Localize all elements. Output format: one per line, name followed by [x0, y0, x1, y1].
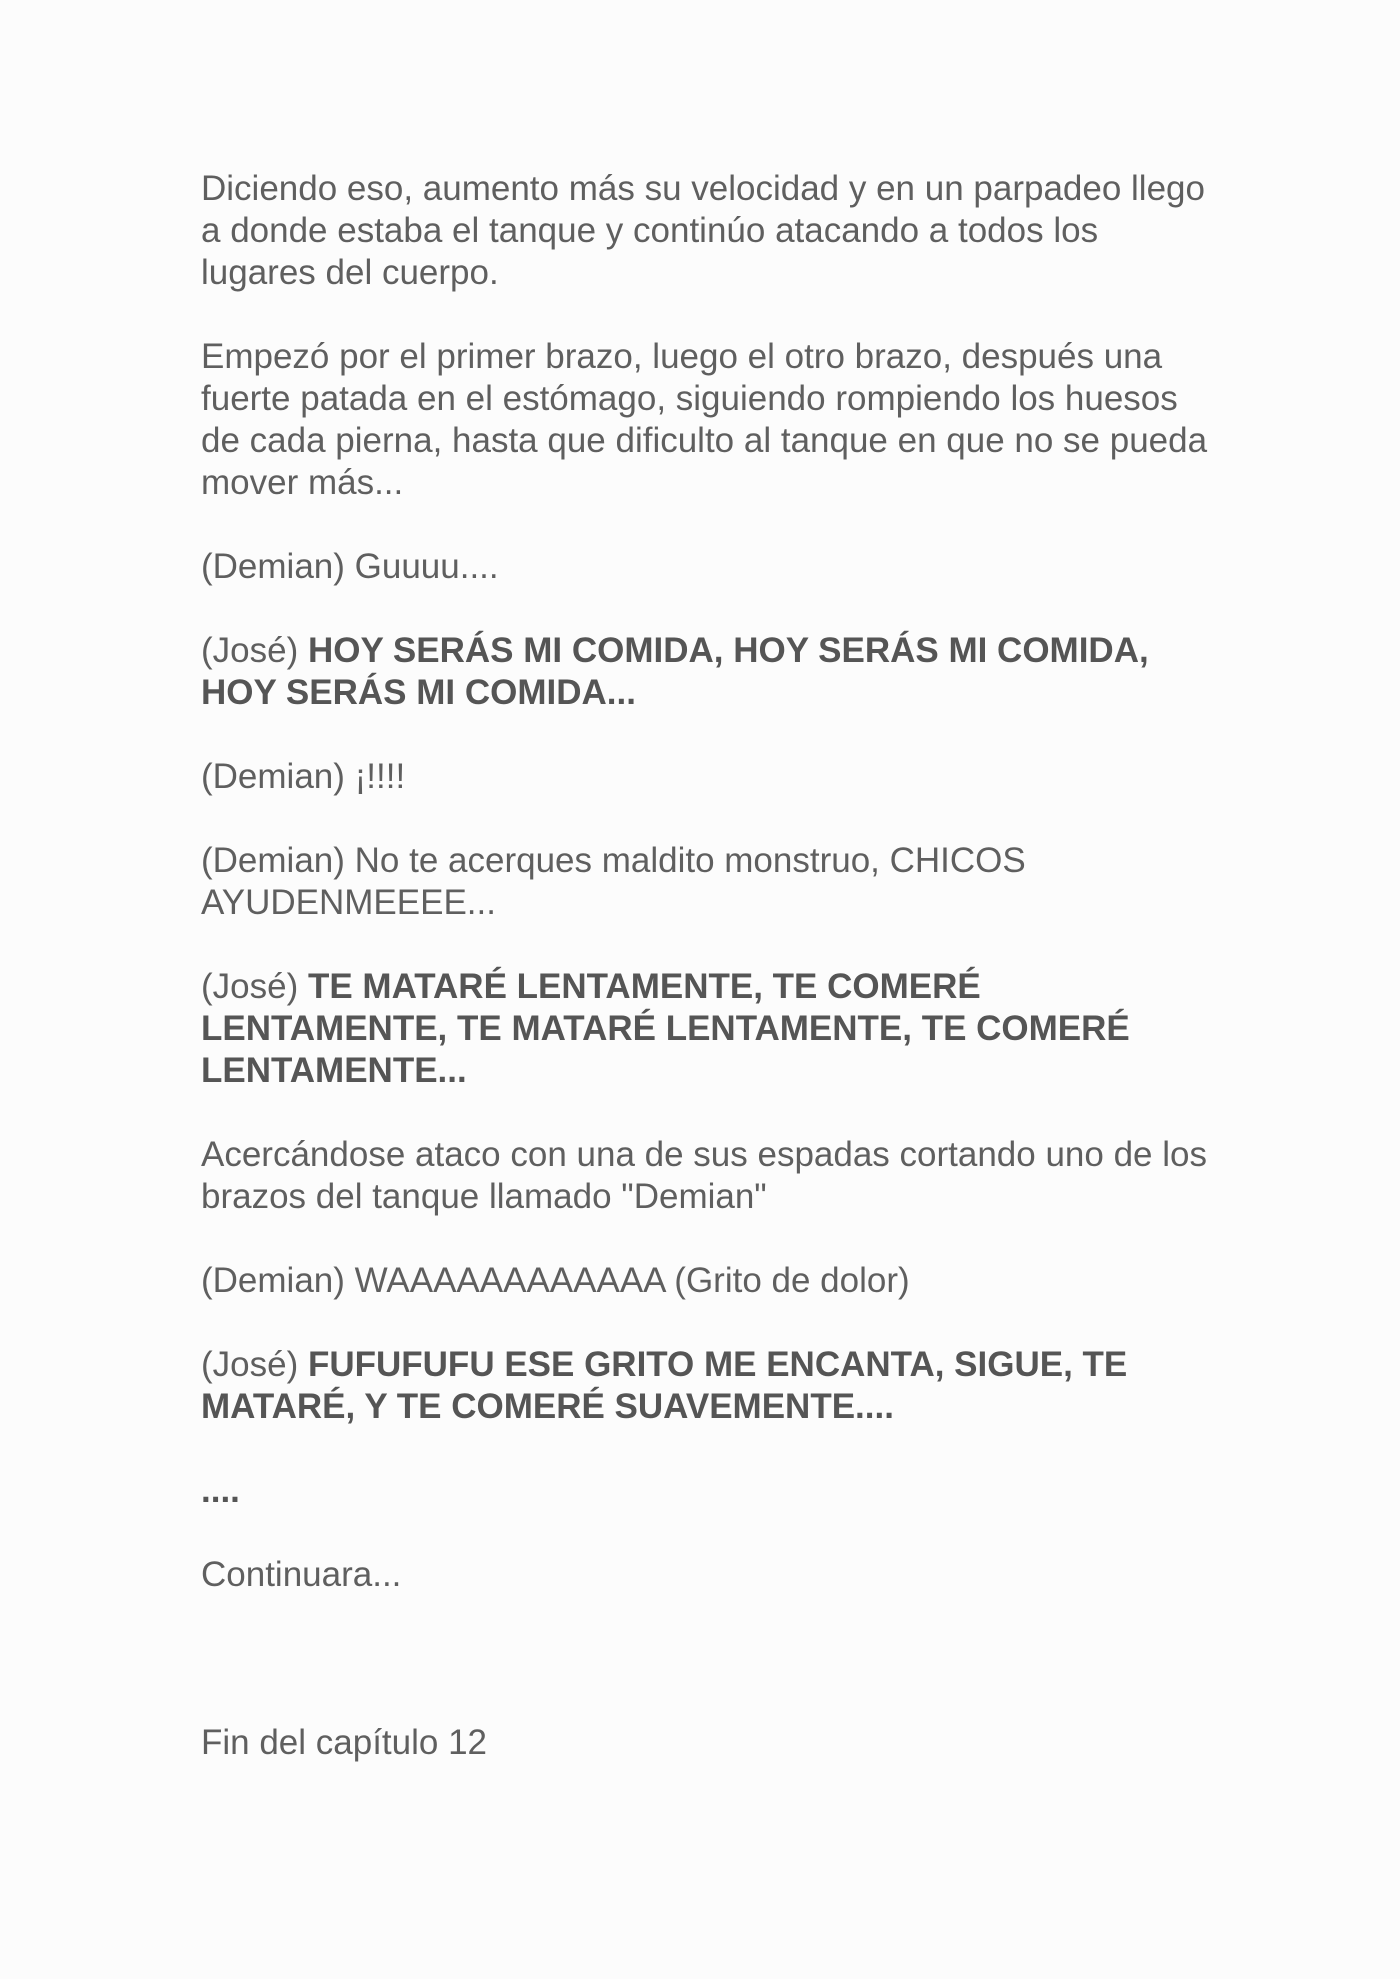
dialogue-shout-text: FUFUFUFU ESE GRITO ME ENCANTA, SIGUE, TE MATARÉ, Y TE COMERÉ SUAVEMENTE.... [201, 1345, 1128, 1426]
dialogue-shout-text: TE MATARÉ LENTAMENTE, TE COMERÉ LENTAMENTE, TE MATARÉ LENTAMENTE, TE COMERÉ LENTAMENTE... [201, 967, 1130, 1090]
dialogue-line [201, 1344, 1211, 1428]
speaker-label: (Demian) [201, 1261, 355, 1300]
continuation-note [201, 1554, 1211, 1596]
chapter-end: Fin del capítulo 12 [201, 1723, 488, 1762]
speaker-label: (Demian) [201, 757, 355, 796]
paragraph-text: Empezó por el primer brazo, luego el otro brazo, después una fuerte patada en el estómago, siguiendo rompiendo los huesos de cada pierna, hasta que dificulto al tanque en que no se pueda mover más... [201, 337, 1208, 502]
speaker-label: (Demian) [201, 841, 355, 880]
dialogue-line [201, 546, 1211, 588]
dialogue-line [201, 756, 1211, 798]
narration-paragraph [201, 1134, 1211, 1218]
ellipsis-separator [201, 1470, 1211, 1512]
document-body [201, 168, 1211, 1806]
ellipsis-text: .... [201, 1471, 240, 1510]
speaker-label: (José) [201, 1345, 308, 1384]
dialogue-text: WAAAAAAAAAAAA (Grito de dolor) [354, 1261, 910, 1300]
paragraph-text: Acercándose ataco con una de sus espadas cortando uno de los brazos del tanque llamado "Demian" [201, 1135, 1207, 1216]
speaker-label: (José) [201, 967, 308, 1006]
dialogue-line [201, 840, 1211, 924]
narration-paragraph [201, 168, 1211, 294]
dialogue-text: ¡!!!! [354, 757, 406, 796]
dialogue-line [201, 1260, 1211, 1302]
continuation-text: Continuara... [201, 1555, 402, 1594]
speaker-label: (José) [201, 631, 308, 670]
dialogue-text: Guuuu.... [354, 547, 499, 586]
dialogue-text: No te acerques maldito monstruo, CHICOS AYUDENMEEEE... [201, 841, 1026, 922]
paragraph-text: Diciendo eso, aumento más su velocidad y en un parpadeo llego a donde estaba el tanque y continúo atacando a todos los lugares del cuerpo. [201, 169, 1205, 292]
dialogue-line [201, 630, 1211, 714]
dialogue-shout-text: HOY SERÁS MI COMIDA, HOY SERÁS MI COMIDA, HOY SERÁS MI COMIDA... [201, 631, 1149, 712]
narration-paragraph [201, 336, 1211, 504]
speaker-label: (Demian) [201, 547, 355, 586]
dialogue-line [201, 966, 1211, 1092]
spacer [201, 1638, 1211, 1722]
